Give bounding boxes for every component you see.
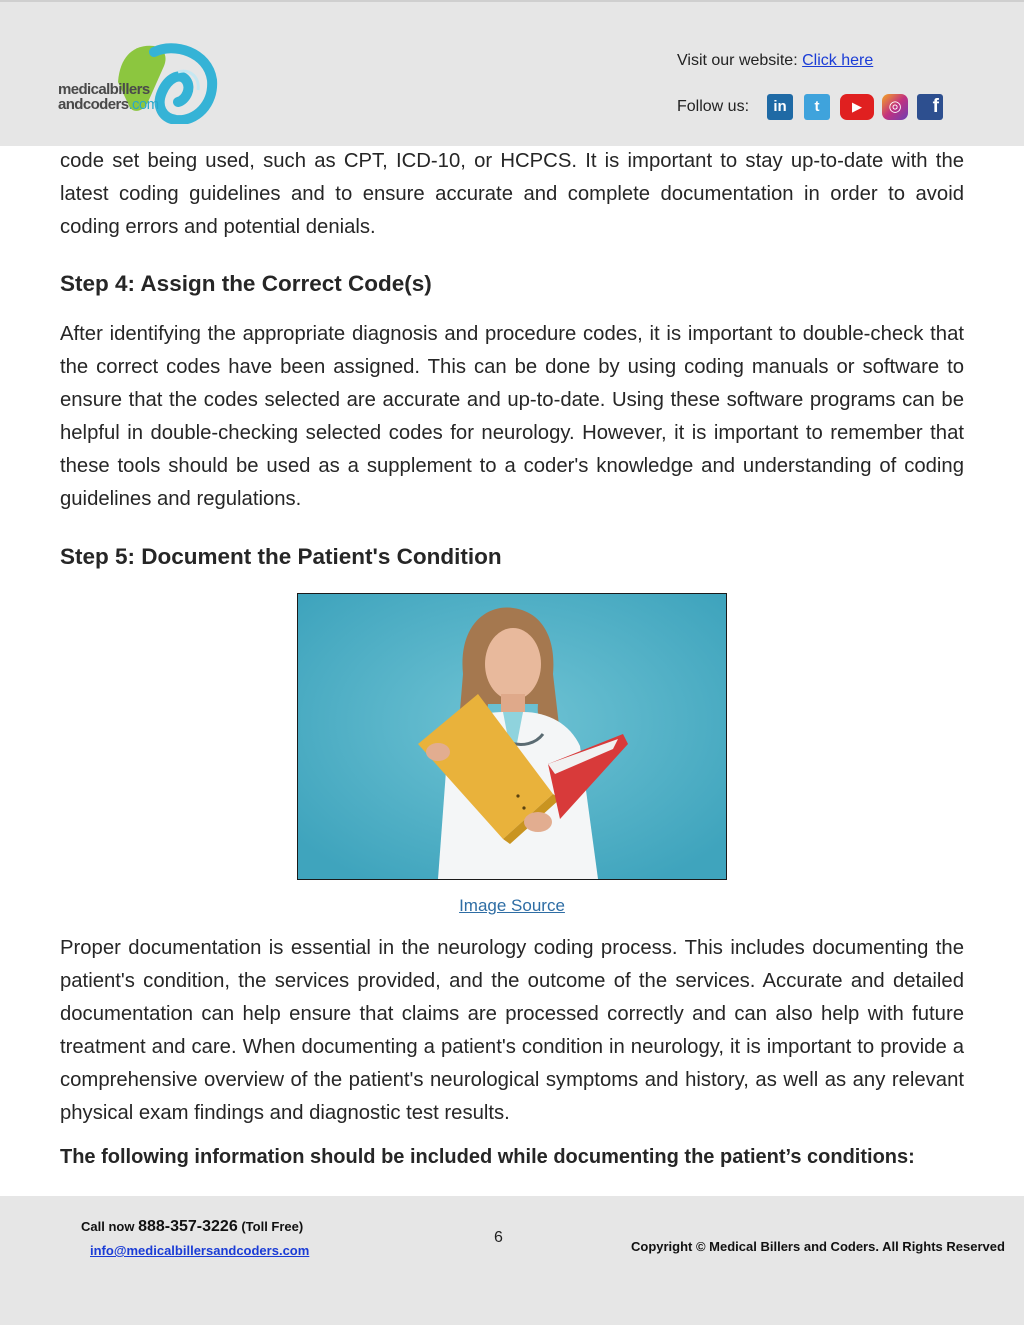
- intro-block: [60, 145, 964, 244]
- brand-logo[interactable]: [58, 42, 218, 124]
- image-caption: [0, 896, 1024, 916]
- intro-paragraph: code set being used, such as CPT, ICD-10, or HCPCS. It is important to stay up-to-date with the latest coding guidelines and to ensure accurate and complete documentation in order to avoid coding errors and potential denials.: [60, 150, 964, 238]
- step5-section: [60, 544, 964, 570]
- twitter-icon[interactable]: [804, 94, 830, 120]
- twitter-glyph: t: [814, 98, 820, 115]
- website-link[interactable]: Click here: [802, 52, 874, 69]
- call-row: [81, 1218, 303, 1236]
- copyright-text: Copyright © Medical Billers and Coders. All Rights Reserved: [631, 1239, 1005, 1254]
- page-header: [0, 2, 1024, 146]
- doctor-illustration: [298, 594, 726, 879]
- logo-wordmark: [58, 82, 159, 112]
- step4-paragraph: After identifying the appropriate diagnosis and procedure codes, it is important to double-check that the correct codes have been assigned. This can be done by using coding manuals or software to ensure that the codes selected are accurate and up-to-date. Using these software programs can be helpful in double-checking selected codes for neurology. However, it is important to remember that these tools should be used as a supplement to a coder's knowledge and understanding of coding guidelines and regulations.: [60, 323, 964, 510]
- follow-label: Follow us:: [677, 98, 750, 115]
- phone-number[interactable]: 888-357-3226: [138, 1218, 238, 1235]
- page-number: 6: [494, 1229, 503, 1246]
- info-intro-line: The following information should be included while documenting the patient’s conditions:: [60, 1146, 915, 1168]
- email-row: [90, 1243, 309, 1258]
- step4-section: [60, 271, 964, 297]
- instagram-icon[interactable]: [882, 94, 908, 120]
- doctor-photo: [297, 593, 727, 880]
- facebook-glyph: f: [932, 96, 939, 117]
- step4-heading: Step 4: Assign the Correct Code(s): [60, 271, 432, 296]
- logo-line-1: medicalbillers: [58, 81, 150, 98]
- visit-label: Visit our website:: [677, 52, 798, 69]
- youtube-glyph: ▶: [852, 99, 862, 114]
- step5-heading: Step 5: Document the Patient's Condition: [60, 544, 502, 569]
- step4-body: [60, 318, 964, 516]
- call-prefix: Call now: [81, 1219, 135, 1234]
- logo-suffix: .com: [128, 96, 159, 113]
- image-source-link[interactable]: Image Source: [459, 896, 565, 915]
- toll-free-label: (Toll Free): [241, 1219, 304, 1234]
- website-row: [677, 52, 873, 70]
- step5-paragraph: Proper documentation is essential in the neurology coding process. This includes documenting the patient's condition, the services provided, and the outcome of the services. Accurate and detailed documentation can help ensure that claims are processed correctly and can also help with future treatment and care. When documenting a patient's condition in neurology, it is important to provide a comprehensive overview of the patient's neurological symptoms and history, as well as any relevant physical exam findings and diagnostic test results.: [60, 937, 964, 1124]
- step5-body: [60, 932, 964, 1130]
- linkedin-icon[interactable]: [767, 94, 793, 120]
- email-link[interactable]: info@medicalbillersandcoders.com: [90, 1243, 310, 1258]
- instagram-glyph: ◎: [888, 98, 902, 115]
- youtube-icon[interactable]: [840, 94, 874, 120]
- logo-line-2: andcoders: [58, 96, 129, 113]
- linkedin-glyph: in: [773, 98, 787, 115]
- page-footer: [0, 1196, 1024, 1325]
- facebook-icon[interactable]: [917, 94, 943, 120]
